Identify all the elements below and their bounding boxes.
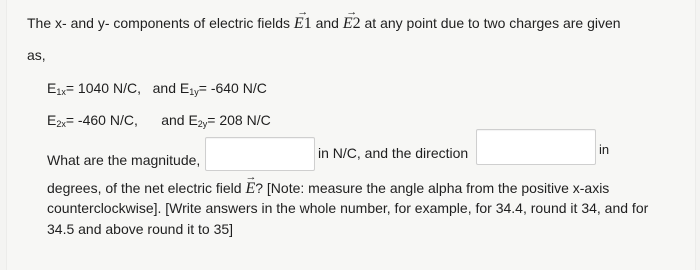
question-line-1 [27,6,621,34]
prompt-units-label: in N/C, and the direction [318,145,469,161]
e1y-and: and [152,80,176,96]
degrees-line: degrees, of the net electric field → E? [Note: measure the angle alpha from the positive x-axis [47,171,610,197]
vector-arrow-icon: → [346,6,358,18]
e2x: $E_{2x}= -460$ N/C, [47,112,138,129]
vector-arrow-icon: → [297,6,309,18]
line1-and: and [315,15,339,31]
e1y: $E_{1y}= -640$ N/C [179,80,267,97]
vector-e2: → E2 [342,6,361,32]
question-card [6,0,696,270]
e1-components [47,78,267,102]
question-line-2: as, [27,47,46,63]
direction-input[interactable] [476,129,596,165]
e2y: $E_{2y}= 208$ N/C [188,112,271,129]
vector-net-e: → E [245,171,257,197]
note-line-2: counterclockwise]. [Write answers in the whole number, for example, for 34.4, round it 34, and for [47,200,649,216]
note-line-3: 34.5 and above round it to 35] [47,221,234,237]
line1-suffix: at any point due to two charges are given [364,15,621,31]
prompt-magnitude-label: What are the magnitude, [47,152,201,168]
vector-e1: → E1 [293,6,312,32]
line1-prefix: The x- and y- components of electric fields [27,15,291,31]
vector-arrow-icon: → [245,171,257,183]
e1x: $E_{1x}= 1040$ N/C, [47,80,141,97]
prompt-in-label: in [599,142,610,157]
e2y-and: and [161,112,185,128]
magnitude-input[interactable] [205,137,315,171]
e2-components [47,110,271,134]
